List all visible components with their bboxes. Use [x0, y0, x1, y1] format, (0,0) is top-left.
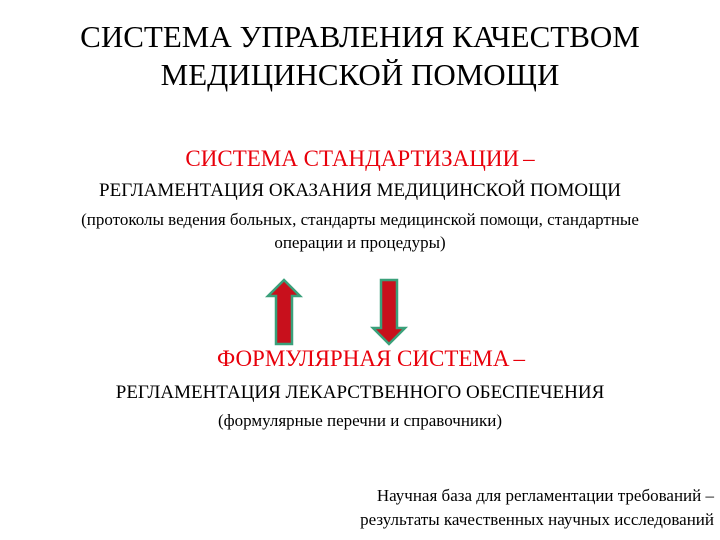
page-title-line-1: СИСТЕМА УПРАВЛЕНИЯ КАЧЕСТВОМ — [80, 19, 640, 54]
footer-line-2: результаты качественных научных исследований — [360, 510, 714, 529]
formulary-dash: – — [513, 346, 525, 371]
footer-note — [274, 484, 714, 532]
standardization-subtitle: РЕГЛАМЕНТАЦИЯ ОКАЗАНИЯ МЕДИЦИНСКОЙ ПОМОЩИ — [99, 180, 621, 201]
page-title-line-2: МЕДИЦИНСКОЙ ПОМОЩИ — [160, 57, 560, 92]
formulary-note: (формулярные перечни и справочники) — [217, 411, 503, 430]
arrow-up-shape — [268, 280, 300, 344]
arrow-down-shape — [373, 280, 405, 344]
standardization-note-line-2: операции и процедуры) — [274, 233, 446, 252]
formulary-subtitle: РЕГЛАМЕНТАЦИЯ ЛЕКАРСТВЕННОГО ОБЕСПЕЧЕНИЯ — [115, 382, 605, 403]
arrow-down-icon — [371, 278, 407, 346]
standardization-dash: – — [523, 146, 535, 171]
standardization-heading: СИСТЕМА СТАНДАРТИЗАЦИИ — [185, 146, 520, 171]
formulary-heading: ФОРМУЛЯРНАЯ СИСТЕМА — [217, 346, 510, 371]
page-title — [0, 18, 720, 94]
formulary-heading-row — [0, 346, 720, 372]
standardization-heading-row — [0, 146, 720, 172]
arrow-up-icon — [266, 278, 302, 346]
standardization-note-line-1: (протоколы ведения больных, стандарты медицинской помощи, стандартные — [81, 210, 639, 229]
footer-line-1: Научная база для регламентации требований – — [376, 486, 714, 505]
